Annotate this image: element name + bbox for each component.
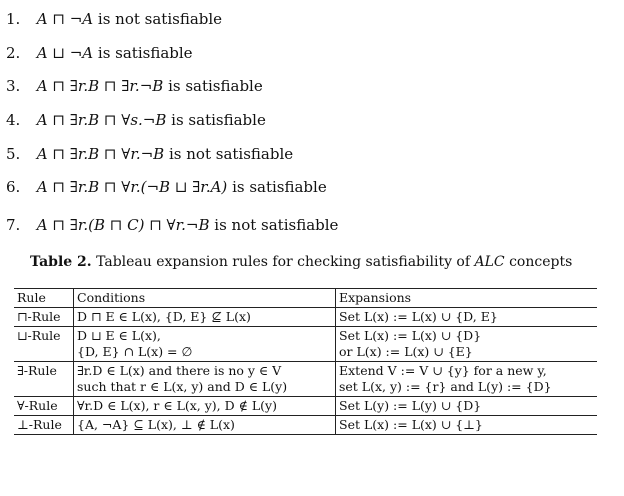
tableau-rules-table — [14, 288, 597, 435]
statement-formula: A ⊓ ∃r.B ⊓ ∀r.(¬B ⊔ ∃r.A) — [36, 178, 228, 196]
rule-expansions — [336, 362, 598, 397]
expansion-line: Extend V := V ∪ {y} for a new y, — [339, 363, 547, 378]
statement-verdict: is satisfiable — [97, 44, 193, 62]
header-conditions: Conditions — [74, 289, 336, 308]
statement-number: 5. — [6, 145, 21, 163]
rule-name: ∀-Rule — [14, 397, 74, 416]
statement-number: 2. — [6, 44, 21, 62]
statement-verdict: is satisfiable — [232, 178, 327, 196]
statement-formula: A ⊔ ¬A — [36, 44, 94, 62]
statement-verdict: is satisfiable — [171, 111, 266, 129]
statement-number: 1. — [6, 10, 21, 28]
rule-conditions — [74, 308, 336, 327]
rule-name: ∃-Rule — [14, 362, 74, 397]
expansion-line: Set L(x) := L(x) ∪ {⊥} — [339, 417, 483, 432]
rule-name: ⊔-Rule — [14, 327, 74, 362]
statement-formula: A ⊓ ∃r.B ⊓ ∃r.¬B — [36, 77, 164, 95]
statement-6 — [6, 177, 327, 197]
table-row — [14, 397, 597, 416]
statement-verdict: is not satisfiable — [169, 145, 294, 163]
expansion-line: set L(x, y) := {r} and L(y) := {D} — [339, 379, 552, 394]
rule-expansions — [336, 308, 598, 327]
expansion-line: Set L(y) := L(y) ∪ {D} — [339, 398, 482, 413]
statement-7 — [6, 215, 338, 235]
statement-number: 4. — [6, 111, 21, 129]
statement-2 — [6, 43, 193, 63]
condition-line: {A, ¬A} ⊆ L(x), ⊥ ∉ L(x) — [77, 417, 235, 432]
table-row — [14, 308, 597, 327]
statement-verdict: is not satisfiable — [214, 216, 339, 234]
statement-formula: A ⊓ ∃r.B ⊓ ∀r.¬B — [36, 145, 165, 163]
header-rule: Rule — [14, 289, 74, 308]
expansion-line: Set L(x) := L(x) ∪ {D} — [339, 328, 482, 343]
condition-line: D ⊓ E ∈ L(x), {D, E} ⊈ L(x) — [77, 309, 251, 324]
header-expansions: Expansions — [339, 290, 412, 305]
rule-expansions — [336, 397, 598, 416]
statement-number: 3. — [6, 77, 21, 95]
expansion-line: or L(x) := L(x) ∪ {E} — [339, 344, 473, 359]
table-caption-tail: concepts — [509, 254, 573, 270]
table-row — [14, 416, 597, 435]
condition-line: ∃r.D ∈ L(x) and there is no y ∈ V — [77, 363, 282, 378]
statement-formula: A ⊓ ¬A — [36, 10, 94, 28]
statement-number: 6. — [6, 178, 21, 196]
condition-line: D ⊔ E ∈ L(x), — [77, 328, 161, 343]
statement-verdict: is satisfiable — [168, 77, 263, 95]
rule-name: ⊥-Rule — [14, 416, 74, 435]
table-row — [14, 327, 597, 362]
statement-3 — [6, 76, 263, 96]
statement-1 — [6, 9, 222, 29]
rule-expansions — [336, 416, 598, 435]
statement-4 — [6, 110, 266, 130]
rule-conditions — [74, 416, 336, 435]
rule-conditions — [74, 397, 336, 416]
table-caption-text: Tableau expansion rules for checking satisfiability of — [96, 254, 471, 270]
statement-formula: A ⊓ ∃r.B ⊓ ∀s.¬B — [36, 111, 167, 129]
rule-name: ⊓-Rule — [14, 308, 74, 327]
table-caption-logic: ALC — [474, 254, 505, 270]
statement-verdict: is not satisfiable — [97, 10, 223, 28]
table-header-row — [14, 289, 597, 308]
expansion-line: Set L(x) := L(x) ∪ {D, E} — [339, 309, 498, 324]
table-caption-label: Table 2. — [30, 254, 92, 270]
rule-conditions — [74, 327, 336, 362]
statement-formula: A ⊓ ∃r.(B ⊓ C) ⊓ ∀r.¬B — [36, 216, 210, 234]
condition-line: ∀r.D ∈ L(x), r ∈ L(x, y), D ∉ L(y) — [77, 398, 277, 413]
rule-expansions — [336, 327, 598, 362]
condition-line: such that r ∈ L(x, y) and D ∈ L(y) — [77, 379, 288, 394]
table-caption — [30, 252, 600, 272]
statement-number: 7. — [6, 216, 21, 234]
statement-5 — [6, 144, 293, 164]
table-row — [14, 362, 597, 397]
condition-line: {D, E} ∩ L(x) = ∅ — [77, 344, 193, 359]
rule-conditions — [74, 362, 336, 397]
